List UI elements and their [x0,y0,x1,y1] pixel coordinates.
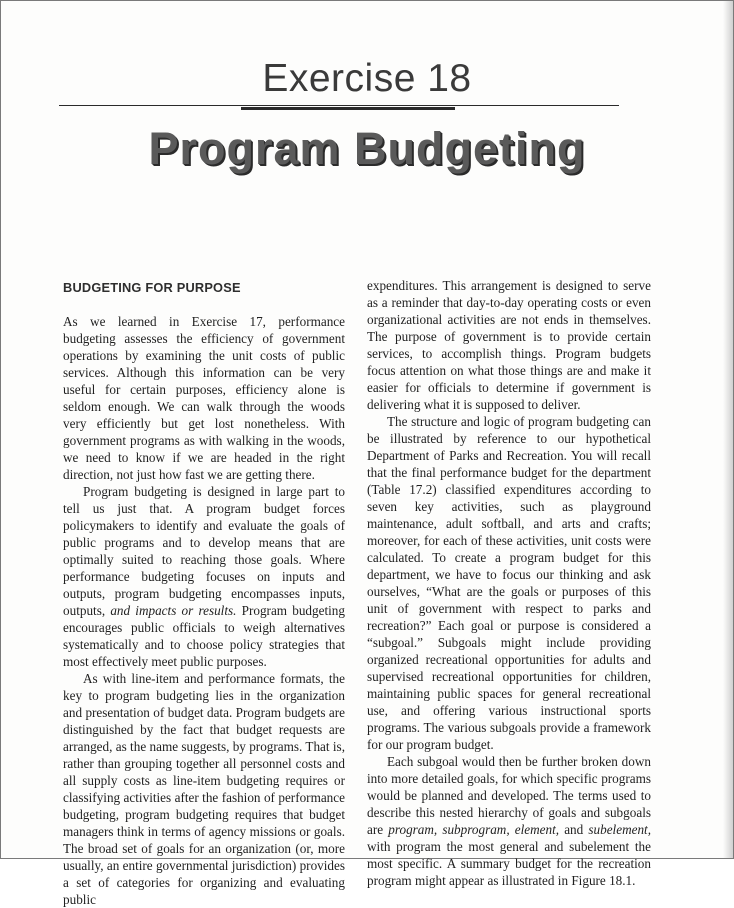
paragraph-text: expenditures. This arrangement is designed to serve as a reminder that day-to-day operating costs or even organizational activities are not ends in themselves. The purpose of government is to provide certain services, to accomplish things. Program budgets focus attention on what those things are and make it easier for officials to determine if government is delivering what it is supposed to deliver. [367,278,651,412]
paragraph-text: As we learned in Exercise 17, performance budgeting assesses the efficiency of government operations by examining the unit costs of public services. Although this information can be very useful for certain purposes, efficiency alone is seldom enough. We can walk through the woods very efficiently but get lost nonetheless. With government programs as with walking in the woods, we need to know if we are headed in the right direction, not just how fast we are getting there. [63,314,345,482]
emphasis-text: subelement, [588,822,651,837]
paragraph [367,753,651,889]
title-rule-accent [241,107,455,110]
section-heading: BUDGETING FOR PURPOSE [63,280,241,295]
left-column [63,275,345,908]
paragraph [63,313,345,483]
paragraph-text: The structure and logic of program budgeting can be illustrated by reference to our hypothetical Department of Parks and Recreation. You will recall that the final performance budget for the department (Table 17.2) classified expenditures according to seven key activities, such as playground maintenance, adult softball, and arts and crafts; moreover, for each of these activities, unit costs were calculated. To create a program budget for this department, we have to focus our thinking and ask ourselves, “What are the goals or purposes of this unit of government with respect to parks and recreation?” Each goal or purpose is considered a “subgoal.” Subgoals might include providing organized recreational opportunities for adults and supervised recreational opportunities for children, maintaining public spaces for general recreational use, and offering various instructional sports programs. The various subgoals provide a framework for our program budget. [367,414,651,752]
paragraph-text: Program budgeting is designed in large part to tell us just that. A program budget forces policymakers to identify and evaluate the goals of public programs and to develop means that are optimally suited to reaching those goals. Where performance budgeting focuses on inputs and outputs, program budgeting encompasses inputs, outputs, [63,484,345,618]
paragraph [367,277,651,413]
right-column [367,277,651,889]
paragraph-text: Each subgoal would then be further broken down into more detailed goals, for which specific programs would be planned and developed. The terms used to describe this nested hierarchy of goals and subgoals are [367,754,651,837]
title-rule [59,105,619,106]
paragraph [63,483,345,670]
paragraph [63,670,345,908]
paragraph-text: Program budgeting encourages public officials to weigh alternatives systematically and to choose policy strategies that most effectively meet public purposes. [63,603,345,669]
exercise-label: Exercise 18 [262,57,472,100]
emphasis-text: and impacts or results. [110,603,237,618]
emphasis-text: program, subprogram, element, [388,822,560,837]
paragraph-text: with program the most general and subelement the most specific. A summary budget for the recreation program might appear as illustrated in Figure 18.1. [367,839,651,888]
chapter-title: Program Budgeting [148,123,586,174]
paragraph-text: As with line-item and performance formats, the key to program budgeting lies in the organization and presentation of budget data. Program budgets are distinguished by the fact that budget requests are arranged, as the name suggests, by programs. That is, rather than grouping together all personnel costs and all supply costs as line-item budgeting requires or classifying activities after the fashion of performance budgeting, program budgeting requires that budget managers think in terms of agency missions or goals. The broad set of goals for an organization (or, more usually, an entire governmental jurisdiction) provides a set of categories for organizing and evaluating public [63,671,345,907]
paragraph [367,413,651,753]
paragraph-text: and [559,822,589,837]
